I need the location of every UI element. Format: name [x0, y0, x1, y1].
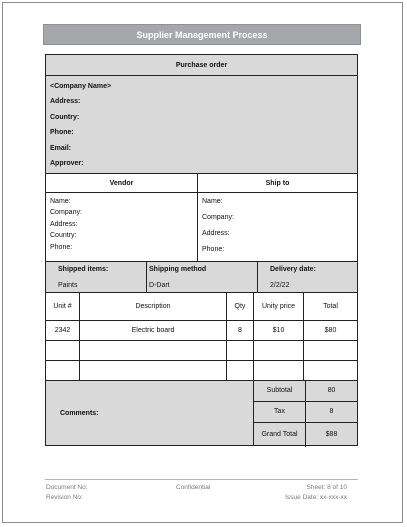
- shipto-heading: Ship to: [265, 179, 290, 187]
- document-no-label: Document No:: [46, 484, 88, 491]
- revision-no-label: Revision No:: [46, 494, 83, 501]
- table-cell[interactable]: 8: [227, 321, 254, 340]
- sheet-label: Sheet: 8 of 10: [306, 484, 347, 491]
- confidential-label: Confidential: [176, 484, 211, 491]
- comments-label: Comments:: [46, 381, 254, 445]
- shipto-address-field[interactable]: Address:: [202, 230, 230, 237]
- table-cell[interactable]: 2342: [46, 321, 80, 340]
- subtotal-value: 80: [327, 387, 336, 394]
- table-cell[interactable]: [227, 341, 254, 360]
- shipping-info-row: [46, 262, 357, 293]
- table-row: [46, 361, 357, 381]
- address-field[interactable]: Address:: [50, 98, 81, 106]
- approver-field[interactable]: Approver:: [50, 159, 84, 167]
- form-heading: Purchase order: [46, 55, 357, 76]
- shipped-items-value[interactable]: Paints: [58, 282, 78, 289]
- issue-date-label: Issue Date: xx-xxx-xx: [285, 494, 347, 501]
- email-field[interactable]: Email:: [50, 144, 72, 152]
- subtotal-row: [254, 381, 357, 402]
- column-header: Description: [80, 293, 227, 320]
- shipto-phone-field[interactable]: Phone:: [202, 246, 225, 253]
- vendor-phone-field[interactable]: Phone:: [50, 243, 73, 251]
- delivery-date-value[interactable]: 2/2/22: [270, 282, 290, 289]
- table-cell[interactable]: [80, 361, 227, 380]
- shipto-name-field[interactable]: Name:: [202, 198, 223, 205]
- items-table-header: [46, 293, 357, 321]
- tax-value: 8: [329, 408, 334, 415]
- table-cell[interactable]: [46, 341, 80, 360]
- vendor-block: [46, 193, 198, 261]
- table-cell[interactable]: Electric board: [80, 321, 227, 340]
- vendor-address-field[interactable]: Address:: [50, 220, 78, 228]
- table-cell[interactable]: $80: [324, 327, 337, 334]
- grand-total-row: [254, 423, 357, 447]
- company-block: [46, 76, 357, 174]
- grand-total-value: $88: [325, 431, 338, 438]
- table-cell[interactable]: [304, 361, 357, 380]
- shipto-block: [198, 193, 357, 261]
- column-header: Total: [323, 303, 338, 310]
- phone-field[interactable]: Phone:: [50, 129, 74, 137]
- table-row: [46, 341, 357, 361]
- table-cell[interactable]: [304, 341, 357, 360]
- document-title: Supplier Management Process: [43, 24, 361, 45]
- summary-section: [46, 381, 357, 445]
- company-name-field[interactable]: <Company Name>: [50, 83, 112, 90]
- grand-total-label: Grand Total: [254, 423, 306, 447]
- vendor-name-field[interactable]: Name:: [50, 198, 71, 205]
- tax-label: Tax: [254, 402, 306, 422]
- table-cell[interactable]: [80, 341, 227, 360]
- table-cell[interactable]: $10: [254, 321, 304, 340]
- tax-row: [254, 402, 357, 423]
- shipped-items-label: Shipped items:: [58, 266, 109, 273]
- shipping-method-value[interactable]: D-Dart: [149, 282, 170, 289]
- table-cell[interactable]: [227, 361, 254, 380]
- purchase-order-form: [45, 54, 358, 446]
- column-header: Unity price: [254, 293, 304, 320]
- subtotal-label: Subtotal: [254, 381, 306, 401]
- shipped-items-cell: [46, 262, 147, 292]
- vendor-shipto-body: [46, 193, 357, 262]
- column-header: Unit #: [46, 293, 80, 320]
- table-cell[interactable]: [46, 361, 80, 380]
- vendor-country-field[interactable]: Country:: [50, 232, 77, 240]
- delivery-date-cell: [258, 262, 357, 292]
- column-header: Qty: [227, 293, 254, 320]
- vendor-heading: Vendor: [46, 174, 198, 192]
- shipping-method-cell: [147, 262, 258, 292]
- totals-block: [254, 381, 357, 445]
- table-cell[interactable]: [254, 341, 304, 360]
- footer-divider: [45, 479, 358, 480]
- vendor-shipto-header: [46, 174, 357, 193]
- country-field[interactable]: Country:: [50, 113, 80, 121]
- shipto-company-field[interactable]: Company:: [202, 214, 234, 221]
- vendor-company-field[interactable]: Company:: [50, 209, 82, 217]
- table-row: [46, 321, 357, 341]
- shipping-method-label: Shipping method: [149, 266, 207, 273]
- delivery-date-label: Delivery date:: [270, 266, 316, 273]
- table-cell[interactable]: [254, 361, 304, 380]
